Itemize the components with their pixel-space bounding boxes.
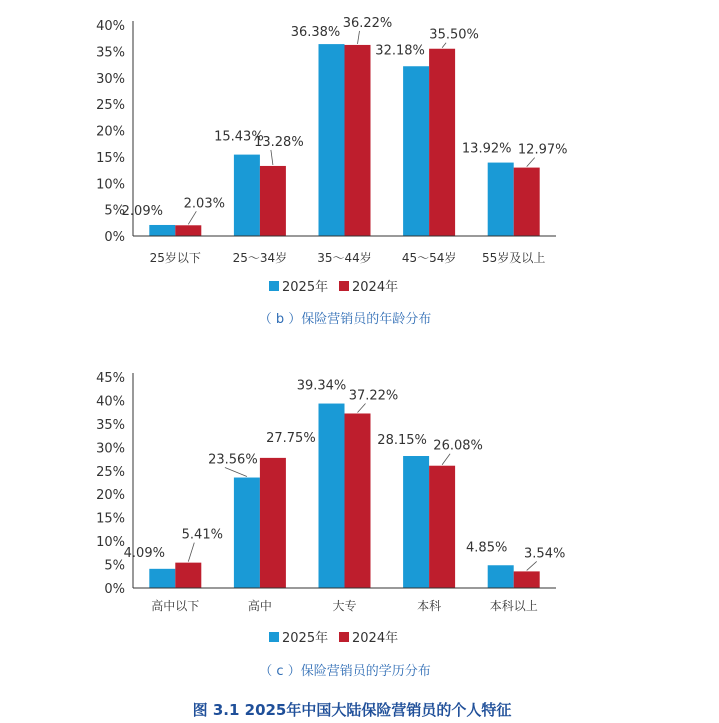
y-tick-label: 40% <box>96 394 125 410</box>
y-tick-label: 15% <box>96 511 125 527</box>
bar-2025 <box>319 44 345 236</box>
bar-2025 <box>234 155 260 236</box>
data-label: 36.22% <box>342 15 393 31</box>
category-label: 25岁以下 <box>149 251 201 265</box>
legend-label: 2025年 <box>282 280 329 295</box>
data-label: 39.34% <box>296 378 347 394</box>
bar-2025 <box>403 66 429 236</box>
bar-2025 <box>149 569 175 588</box>
education-distribution-chart <box>96 371 565 679</box>
data-label-leader <box>442 43 446 48</box>
y-tick-label: 40% <box>96 19 125 34</box>
bar-2025 <box>319 404 345 588</box>
age-distribution-chart <box>96 16 567 327</box>
chart-subtitle: （ c ）保险营销员的学历分布 <box>259 664 431 679</box>
y-tick-label: 35% <box>96 45 125 61</box>
data-label-leader <box>358 403 366 412</box>
category-label: 本科以上 <box>489 599 538 613</box>
figure-title: 图 3.1 2025年中国大陆保险营销员的个人特征 <box>192 701 512 719</box>
category-label: 高中以下 <box>151 599 200 613</box>
y-tick-label: 20% <box>96 488 125 504</box>
bar-2025 <box>488 163 514 236</box>
category-label: 本科 <box>417 599 442 613</box>
data-label: 5.41% <box>181 527 223 543</box>
y-tick-label: 0% <box>104 230 125 245</box>
data-label-leader <box>442 454 450 465</box>
bar-2024 <box>260 166 286 236</box>
legend-swatch-2024 <box>339 281 349 291</box>
y-tick-label: 30% <box>96 71 125 87</box>
data-label-leader <box>188 543 194 562</box>
category-label: 35～44岁 <box>317 251 372 265</box>
data-label: 15.43% <box>214 129 264 145</box>
data-label: 35.50% <box>429 27 479 43</box>
y-tick-label: 15% <box>96 150 125 166</box>
data-label: 13.92% <box>461 141 512 157</box>
data-label-leader <box>527 158 535 167</box>
y-tick-label: 10% <box>96 177 125 193</box>
data-label: 37.22% <box>348 388 399 404</box>
y-tick-label: 10% <box>96 535 125 551</box>
bar-2025 <box>234 478 260 588</box>
data-label: 27.75% <box>266 430 316 446</box>
legend-swatch-2025 <box>269 281 279 291</box>
y-tick-label: 35% <box>96 417 125 433</box>
bar-2024 <box>175 225 201 236</box>
bar-2025 <box>488 565 514 588</box>
data-label: 12.97% <box>517 142 568 158</box>
legend-label: 2024年 <box>352 280 399 295</box>
category-label: 25～34岁 <box>232 251 288 265</box>
chart-subtitle: （ b ）保险营销员的年龄分布 <box>258 312 432 327</box>
legend-swatch-2025 <box>269 632 279 642</box>
category-label: 45～54岁 <box>401 251 457 265</box>
data-label: 26.08% <box>433 438 483 454</box>
data-label-leader <box>271 150 273 165</box>
y-tick-label: 5% <box>104 558 125 574</box>
bar-2024 <box>514 168 540 236</box>
bar-2025 <box>149 225 175 236</box>
category-label: 高中 <box>247 599 272 613</box>
bar-2024 <box>175 563 201 588</box>
data-label-leader <box>225 468 247 477</box>
y-tick-label: 0% <box>104 582 125 597</box>
data-label: 4.09% <box>123 545 165 561</box>
bar-2024 <box>429 49 455 236</box>
legend-label: 2025年 <box>282 631 329 646</box>
category-label: 大专 <box>332 599 357 613</box>
data-label: 32.18% <box>375 43 425 59</box>
data-label: 13.28% <box>254 134 304 150</box>
data-label: 36.38% <box>290 25 341 41</box>
data-label: 23.56% <box>208 452 258 468</box>
legend-swatch-2024 <box>339 632 349 642</box>
data-label: 2.03% <box>183 196 225 212</box>
data-label-leader <box>527 561 537 570</box>
y-tick-label: 20% <box>96 124 125 140</box>
data-label-leader <box>188 211 196 224</box>
data-label: 2.09% <box>121 203 163 219</box>
y-tick-label: 30% <box>96 441 125 457</box>
bar-2024 <box>514 571 540 588</box>
bar-2024 <box>260 458 286 588</box>
bar-2024 <box>429 466 455 588</box>
data-label-leader <box>358 31 360 44</box>
bar-2025 <box>403 456 429 588</box>
y-tick-label: 45% <box>96 371 125 386</box>
data-label: 3.54% <box>524 546 566 562</box>
bar-2024 <box>345 413 371 588</box>
data-label: 4.85% <box>466 540 508 556</box>
category-label: 55岁及以上 <box>482 251 546 265</box>
y-tick-label: 5% <box>104 203 125 219</box>
data-label: 28.15% <box>377 433 427 449</box>
legend-label: 2024年 <box>352 631 399 646</box>
y-tick-label: 25% <box>96 464 125 480</box>
y-tick-label: 25% <box>96 98 125 114</box>
bar-2024 <box>345 45 371 236</box>
